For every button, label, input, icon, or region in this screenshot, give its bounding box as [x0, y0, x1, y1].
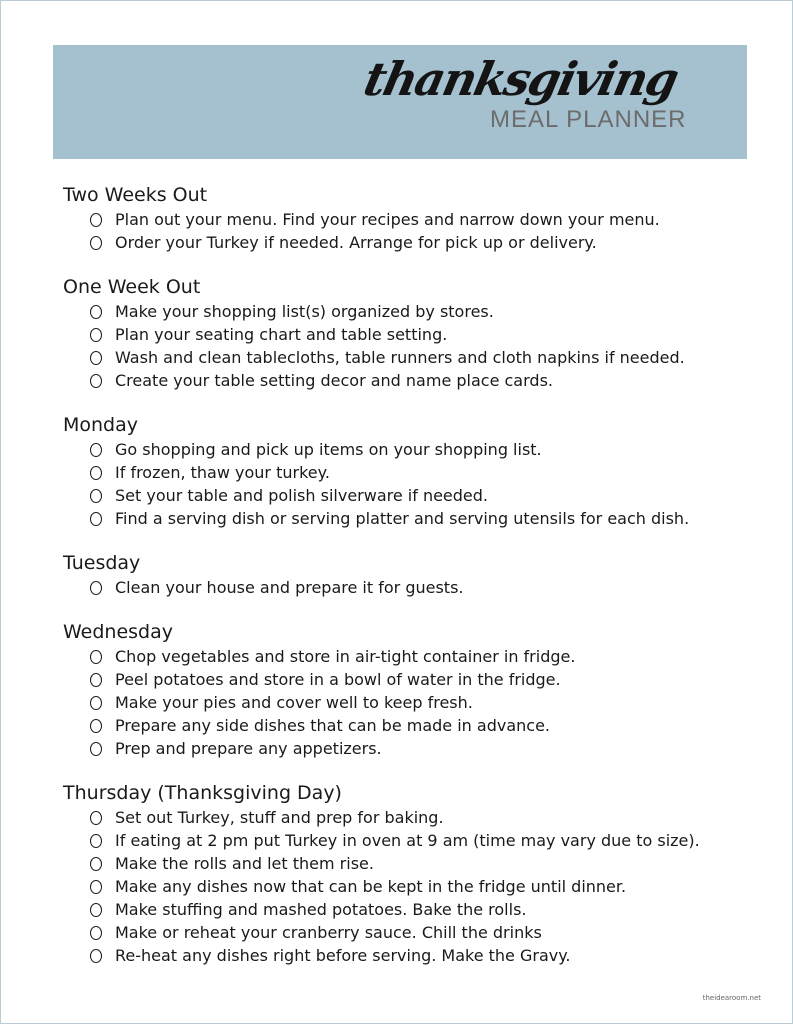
checklist-item-text: Make your pies and cover well to keep fresh. [115, 693, 473, 712]
circle-bullet-icon [90, 673, 102, 687]
checklist-item [90, 829, 753, 852]
checklist-item-text: Chop vegetables and store in air-tight container in fridge. [115, 647, 576, 666]
checklist-item-text: Prep and prepare any appetizers. [115, 739, 382, 758]
checklist-item [90, 438, 753, 461]
checklist-item [90, 645, 753, 668]
checklist-item-text: Order your Turkey if needed. Arrange for pick up or delivery. [115, 233, 597, 252]
checklist-section [63, 619, 753, 760]
checklist-item-text: Re-heat any dishes right before serving. Make the Gravy. [115, 946, 571, 965]
checklist-item [90, 576, 753, 599]
checklist-item-text: Prepare any side dishes that can be made in advance. [115, 716, 551, 735]
checklist-item [90, 461, 753, 484]
circle-bullet-icon [90, 351, 102, 365]
script-title: thanksgiving [359, 52, 682, 106]
checklist-item-text: Wash and clean tablecloths, table runners and cloth napkins if needed. [115, 348, 685, 367]
circle-bullet-icon [90, 880, 102, 894]
checklist-item-text: Find a serving dish or serving platter and serving utensils for each dish. [115, 509, 690, 528]
footer-watermark: theidearoom.net [702, 994, 761, 1002]
circle-bullet-icon [90, 374, 102, 388]
circle-bullet-icon [90, 443, 102, 457]
checklist-items [63, 208, 753, 254]
checklist-section [63, 780, 753, 967]
circle-bullet-icon [90, 328, 102, 342]
checklist-item-text: Go shopping and pick up items on your shopping list. [115, 440, 542, 459]
section-heading: Tuesday [63, 552, 141, 574]
checklist-item [90, 369, 753, 392]
circle-bullet-icon [90, 834, 102, 848]
checklist-section [63, 550, 753, 599]
checklist-item [90, 507, 753, 530]
circle-bullet-icon [90, 581, 102, 595]
checklist-item-text: If eating at 2 pm put Turkey in oven at 9 am (time may vary due to size). [115, 831, 700, 850]
circle-bullet-icon [90, 466, 102, 480]
checklist-items [63, 576, 753, 599]
circle-bullet-icon [90, 742, 102, 756]
circle-bullet-icon [90, 236, 102, 250]
checklist-item [90, 714, 753, 737]
checklist-item [90, 898, 753, 921]
checklist-item-text: Set out Turkey, stuff and prep for baking. [115, 808, 444, 827]
circle-bullet-icon [90, 305, 102, 319]
circle-bullet-icon [90, 213, 102, 227]
checklist-item [90, 323, 753, 346]
circle-bullet-icon [90, 650, 102, 664]
circle-bullet-icon [90, 719, 102, 733]
checklist-item-text: Peel potatoes and store in a bowl of water in the fridge. [115, 670, 561, 689]
checklist-item-text: Clean your house and prepare it for guests. [115, 578, 464, 597]
checklist-section [63, 412, 753, 530]
checklist-section [63, 274, 753, 392]
meal-planner-subtitle: MEAL PLANNER [490, 106, 687, 133]
checklist-item-text: Make stuffing and mashed potatoes. Bake the rolls. [115, 900, 527, 919]
checklist-section [63, 182, 753, 254]
checklist-item [90, 875, 753, 898]
checklist-items [63, 438, 753, 530]
checklist-item-text: Plan your seating chart and table setting. [115, 325, 448, 344]
circle-bullet-icon [90, 903, 102, 917]
checklist-item-text: Create your table setting decor and name place cards. [115, 371, 553, 390]
checklist-item-text: Set your table and polish silverware if needed. [115, 486, 489, 505]
circle-bullet-icon [90, 811, 102, 825]
checklist-item [90, 484, 753, 507]
circle-bullet-icon [90, 857, 102, 871]
section-heading: Wednesday [63, 621, 174, 643]
checklist-item-text: Make your shopping list(s) organized by stores. [115, 302, 494, 321]
checklist-item-text: Make any dishes now that can be kept in the fridge until dinner. [115, 877, 627, 896]
circle-bullet-icon [90, 489, 102, 503]
checklist-items [63, 645, 753, 760]
checklist-item [90, 737, 753, 760]
section-heading: Monday [63, 414, 139, 436]
checklist-item [90, 852, 753, 875]
circle-bullet-icon [90, 926, 102, 940]
checklist-items [63, 300, 753, 392]
section-heading: One Week Out [63, 276, 201, 298]
checklist-item [90, 208, 753, 231]
checklist-item-text: Plan out your menu. Find your recipes and narrow down your menu. [115, 210, 660, 229]
checklist-item-text: If frozen, thaw your turkey. [115, 463, 330, 482]
section-heading: Thursday (Thanksgiving Day) [63, 782, 342, 804]
circle-bullet-icon [90, 949, 102, 963]
section-heading: Two Weeks Out [63, 184, 208, 206]
checklist-items [63, 806, 753, 967]
checklist-item [90, 346, 753, 369]
circle-bullet-icon [90, 696, 102, 710]
checklist-item [90, 691, 753, 714]
checklist-item [90, 231, 753, 254]
checklist-item-text: Make the rolls and let them rise. [115, 854, 374, 873]
checklist-item [90, 944, 753, 967]
checklist-item-text: Make or reheat your cranberry sauce. Chill the drinks [115, 923, 542, 942]
checklist-item [90, 806, 753, 829]
checklist-item [90, 668, 753, 691]
checklist-item [90, 921, 753, 944]
checklist-item [90, 300, 753, 323]
circle-bullet-icon [90, 512, 102, 526]
checklist-content [63, 182, 753, 987]
